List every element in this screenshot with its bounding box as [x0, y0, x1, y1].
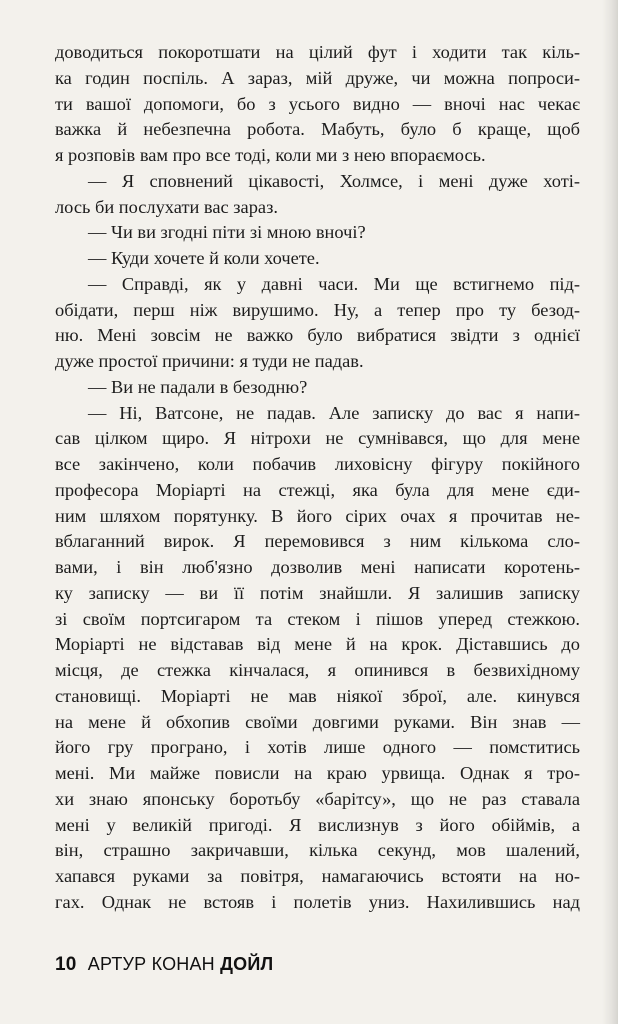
body-text: [55, 40, 580, 916]
author-last-name: ДОЙЛ: [220, 954, 274, 974]
text-line: ним шляхом порятунку. В його сірих очах я прочитав не-: [55, 505, 580, 526]
text-line: вблаганний вирок. Я перемовився з ним кількома сло-: [55, 531, 580, 552]
text-line: лось би послухати вас зараз.: [55, 196, 278, 217]
text-line: — Куди хочете й коли хочете.: [88, 248, 320, 268]
text-line: мені у великій пригоді. Я вислизнув з його обіймів, а: [55, 814, 580, 835]
text-line: гах. Однак не встояв і полетів униз. Нахилившись над: [55, 891, 580, 912]
text-line: ню. Мені зовсім не важко було вибратися звідти з однієї: [55, 325, 580, 346]
page-edge-shadow: [602, 0, 618, 1024]
author-first-name: АРТУР КОНАН: [87, 954, 215, 974]
text-line: ти вашої допомоги, бо з усього видно — вночі нас чекає: [55, 93, 580, 114]
text-line: професора Моріарті на стежці, яка була для мене єди-: [55, 479, 580, 500]
page-number: 10: [55, 954, 77, 975]
text-line: — Я сповнений цікавості, Холмсе, і мені дуже хоті-: [88, 170, 580, 191]
text-line: обідати, перш ніж вирушимо. Ну, а тепер про ту безод-: [55, 299, 580, 320]
text-line: — Чи ви згодні піти зі мною вночі?: [88, 222, 366, 243]
text-line: місця, де стежка кінчалася, я опинився в безвихідному: [55, 660, 580, 680]
text-line: сав цілком щиро. Я нітрохи не сумнівався, що для мене: [55, 428, 580, 449]
text-line: хи знаю японську боротьбу «барітсу», що не раз ставала: [55, 788, 580, 809]
text-line: доводиться покоротшати на цілий фут і ходити так кіль-: [55, 42, 580, 62]
text-line: на мене й обхопив своїми довгими руками. Він знав —: [55, 711, 580, 732]
page-footer: [55, 954, 273, 976]
text-line: я розповів вам про все тоді, коли ми з нею впораємось.: [55, 145, 486, 165]
text-line: мені. Ми майже повисли на краю урвища. Однак я тро-: [55, 763, 580, 783]
text-line: — Ви не падали в безодню?: [88, 376, 308, 397]
text-line: — Справді, як у давні часи. Ми ще встигнемо під-: [88, 273, 580, 294]
text-line: він, страшно закричавши, кілька секунд, мов шалений,: [55, 840, 580, 861]
text-line: — Ні, Ватсоне, не падав. Але записку до вас я напи-: [88, 402, 580, 423]
text-line: вами, і він люб'язно дозволив мені написати коротень-: [55, 557, 580, 577]
text-line: важка й небезпечна робота. Мабуть, було б краще, щоб: [55, 119, 580, 140]
text-line: дуже простої причини: я туди не падав.: [55, 351, 364, 371]
text-line: його гру програно, і хотів лише одного — помститись: [55, 737, 580, 758]
text-line: ку записку — ви її потім знайшли. Я залишив записку: [55, 582, 580, 603]
text-line: зі своїм портсигаром та стеком і пішов уперед стежкою.: [55, 608, 580, 629]
text-line: ка годин поспіль. А зараз, мій друже, чи можна попроси-: [55, 67, 580, 88]
text-line: хапався руками за повітря, намагаючись встояти на но-: [55, 866, 580, 886]
text-line: Моріарті не відставав від мене й на крок. Діставшись до: [55, 634, 580, 655]
text-line: все закінчено, коли побачив лиховісну фігуру покійного: [55, 454, 580, 474]
text-line: становищі. Моріарті не мав ніякої зброї, але. кинувся: [55, 685, 580, 706]
